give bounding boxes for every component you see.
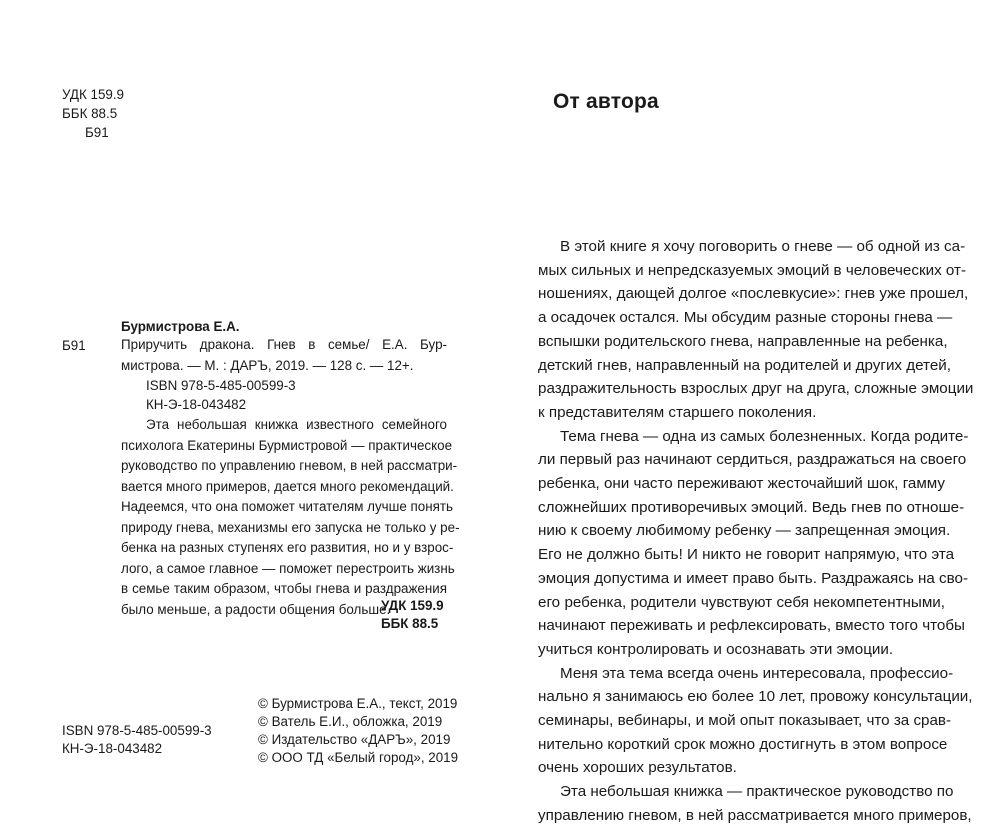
copyright-line: © ООО ТД «Белый город», 2019: [258, 750, 459, 765]
body-line: управлению гневом, в ней рассматривается много примеров,: [538, 806, 972, 824]
body-line: Его не должно быть! И никто не говорит напрямую, что эта: [538, 546, 955, 564]
body-line: Меня эта тема всегда очень интересовала, профессио-: [560, 664, 954, 682]
annotation-line: лого, а самое главное — поможет перестроить жизнь: [121, 560, 455, 576]
body-line: нию к своему любимому ребенку — запрещенная эмоция.: [538, 522, 951, 540]
body-line: вспышки родительского гнева, направленные на ребенка,: [538, 332, 948, 350]
body-line: ребенка, они часто переживают жесточайший шок, гамму: [538, 475, 945, 493]
biblio-line: мистрова. — М. : ДАРЪ, 2019. — 128 с. — 12+.: [121, 357, 414, 373]
copyright-line: © Издательство «ДАРЪ», 2019: [258, 732, 451, 747]
body-line: детский гнев, направленный на родителей и других детей,: [538, 356, 951, 374]
body-line: В этой книге я хочу поговорить о гневе — об одной из са-: [560, 238, 966, 255]
body-line: а осадочек остался. Мы обсудим разные стороны гнева —: [538, 309, 953, 327]
annotation-line: Надеемся, что она поможет читателям лучше понять: [121, 499, 453, 514]
body-line: ли первый раз начинают сердиться, раздражаться на своего: [538, 451, 967, 469]
body-line: его ребенка, родители чувствуют себя некомпетентными,: [538, 593, 945, 611]
annotation-line: Эта небольшая книжка известного семейного: [146, 417, 447, 432]
kn-bottom: КН-Э-18-043482: [62, 741, 163, 756]
body-line: сложнейших противоречивых эмоций. Ведь гнев по отноше-: [538, 498, 965, 516]
udk-bottom: УДК 159.9: [381, 598, 444, 613]
annotation-line: руководство по управлению гневом, в ней рассматри-: [121, 458, 458, 473]
body-line: очень хороших результатов.: [538, 759, 737, 777]
annotation-line: вается много примеров, дается много рекомендаций.: [121, 478, 454, 494]
author-name: Бурмистрова Е.А.: [121, 319, 240, 334]
annotation-line: психолога Екатерины Бурмистровой — практическое: [121, 437, 453, 453]
body-line: к представителям старшего поколения.: [538, 403, 817, 421]
author-code: Б91: [85, 125, 109, 140]
body-line: нально я занимаюсь ею более 10 лет, провожу консультации,: [538, 688, 973, 706]
copyright-block: [258, 695, 458, 767]
isbn-bottom: ISBN 978-5-485-00599-3: [62, 723, 212, 738]
annotation-line: бенка на разных ступенях его развития, но и у взрос-: [121, 540, 454, 555]
body-line: учиться контролировать и осознавать эти эмоции.: [538, 640, 894, 658]
bbk-bottom: ББК 88.5: [381, 616, 439, 631]
chapter-title: От автора: [553, 90, 659, 113]
body-line: начинают переживать и рефлексировать, вместо того чтобы: [538, 617, 965, 635]
biblio-line: Приручить дракона. Гнев в семье/ Е.А. Бур-: [121, 337, 447, 352]
body-line: эмоция допустима и имеет право быть. Раздражаясь на сво-: [538, 569, 969, 587]
copyright-line: © Бурмистрова Е.А., текст, 2019: [258, 696, 458, 711]
index-code: Б91: [62, 338, 86, 353]
body-line: мых сильных и непредсказуемых эмоций в человеческих от-: [538, 261, 967, 279]
isbn-line: ISBN 978-5-485-00599-3: [146, 378, 296, 393]
bbk-label: ББК 88.5: [62, 106, 118, 121]
annotation: [121, 415, 460, 620]
annotation-line: было меньше, а радости общения больше.: [121, 601, 391, 617]
udk-label: УДК 159.9: [62, 87, 125, 102]
bibliographic-record: [121, 335, 447, 376]
body-line: нительно короткий срок можно достигнуть в этом вопросе: [538, 735, 948, 753]
body-line: ношениях, дающей долгое «послевкусие»: гнев уже прошел,: [538, 285, 969, 303]
body-text: [538, 235, 974, 828]
isbn-block: [62, 722, 212, 758]
body-line: Эта небольшая книжка — практическое руководство по: [560, 783, 954, 801]
annotation-line: природу гнева, механизмы его запуска не только у ре-: [121, 519, 460, 535]
body-line: раздражительность взрослых друг на друга, сложные эмоции: [538, 380, 974, 398]
kn-line: КН-Э-18-043482: [146, 397, 247, 412]
body-line: семинары, вебинары, и мой опыт показывает, что за срав-: [538, 712, 952, 730]
body-line: Тема гнева — одна из самых болезненных. Когда родите-: [560, 427, 969, 445]
annotation-line: в семье таким образом, чтобы гнева и раздражения: [121, 581, 447, 596]
copyright-line: © Ватель Е.И., обложка, 2019: [258, 714, 443, 729]
